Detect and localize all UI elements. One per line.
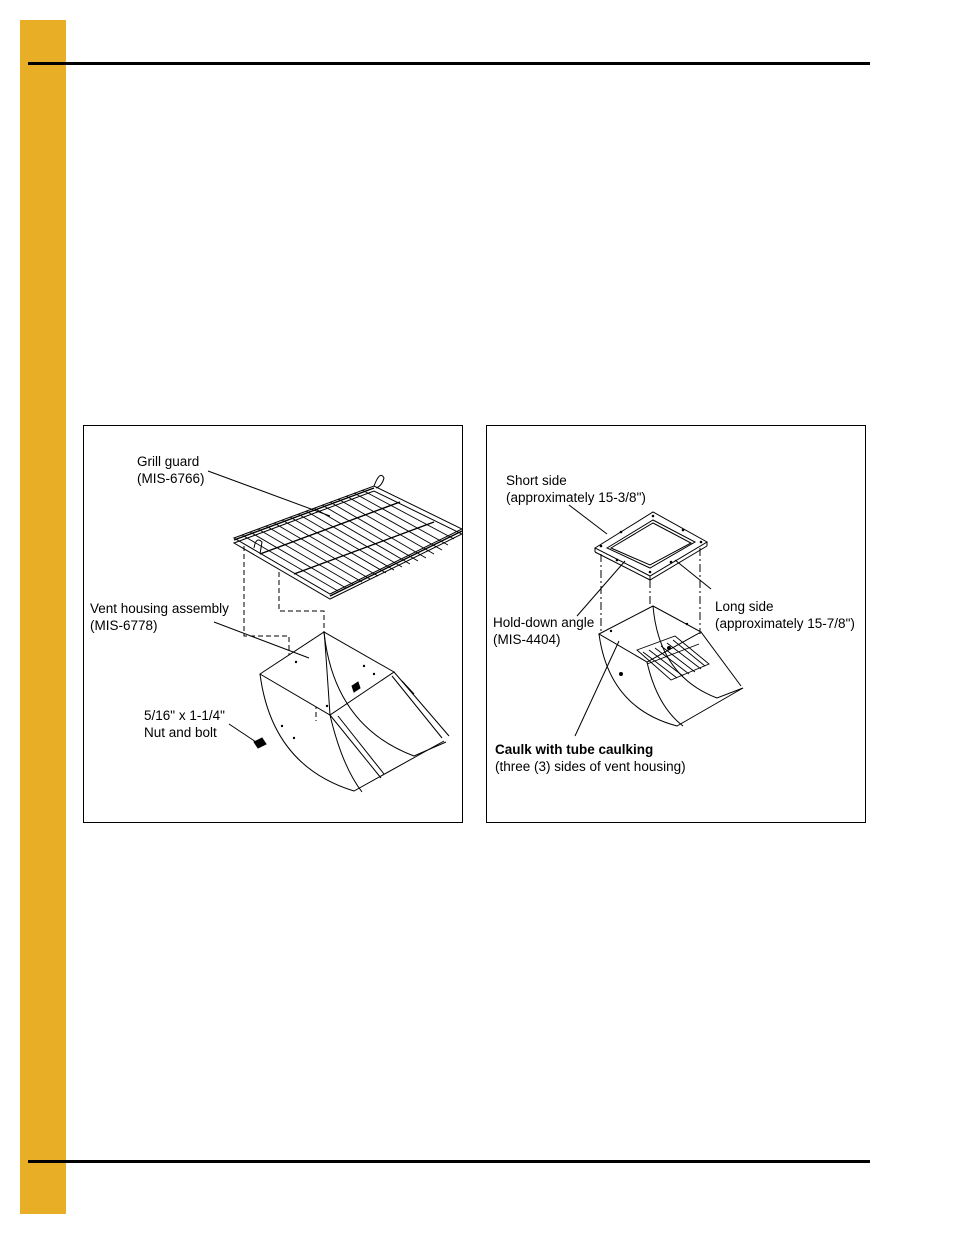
caulk-detail: (three (3) sides of vent housing) — [495, 759, 686, 774]
label-fastener — [144, 707, 225, 741]
grill-guard-illustration — [234, 475, 462, 599]
hold-down-angle-illustration — [595, 512, 707, 580]
vent-housing-part-number: (MIS-6778) — [90, 618, 158, 633]
label-vent-housing — [90, 600, 229, 634]
hold-down-angle-name: Hold-down angle — [493, 615, 595, 630]
footer-rule — [28, 1160, 870, 1163]
grill-guard-part-number: (MIS-6766) — [137, 471, 205, 486]
label-hold-down-angle — [493, 614, 594, 648]
fastener-type: Nut and bolt — [144, 725, 217, 740]
hold-down-angle-part-number: (MIS-4404) — [493, 632, 561, 647]
short-side-dimension: (approximately 15-3/8") — [506, 490, 646, 505]
figure-hold-down-angle — [486, 425, 866, 823]
grill-guard-name: Grill guard — [137, 454, 200, 469]
label-caulk — [495, 741, 686, 775]
short-side-title: Short side — [506, 473, 567, 488]
caulk-instruction: Caulk with tube caulking — [495, 742, 654, 757]
long-side-dimension: (approximately 15-7/8") — [715, 616, 855, 631]
label-long-side — [715, 598, 855, 632]
side-color-band — [20, 20, 66, 1214]
long-side-title: Long side — [715, 599, 774, 614]
label-short-side — [506, 472, 646, 506]
fastener-size: 5/16" x 1-1/4" — [144, 708, 225, 723]
vent-housing-name: Vent housing assembly — [90, 601, 229, 616]
label-grill-guard — [137, 453, 205, 487]
header-rule — [28, 62, 870, 65]
figure-grill-guard-assembly — [83, 425, 463, 823]
vent-housing-illustration — [260, 632, 449, 792]
